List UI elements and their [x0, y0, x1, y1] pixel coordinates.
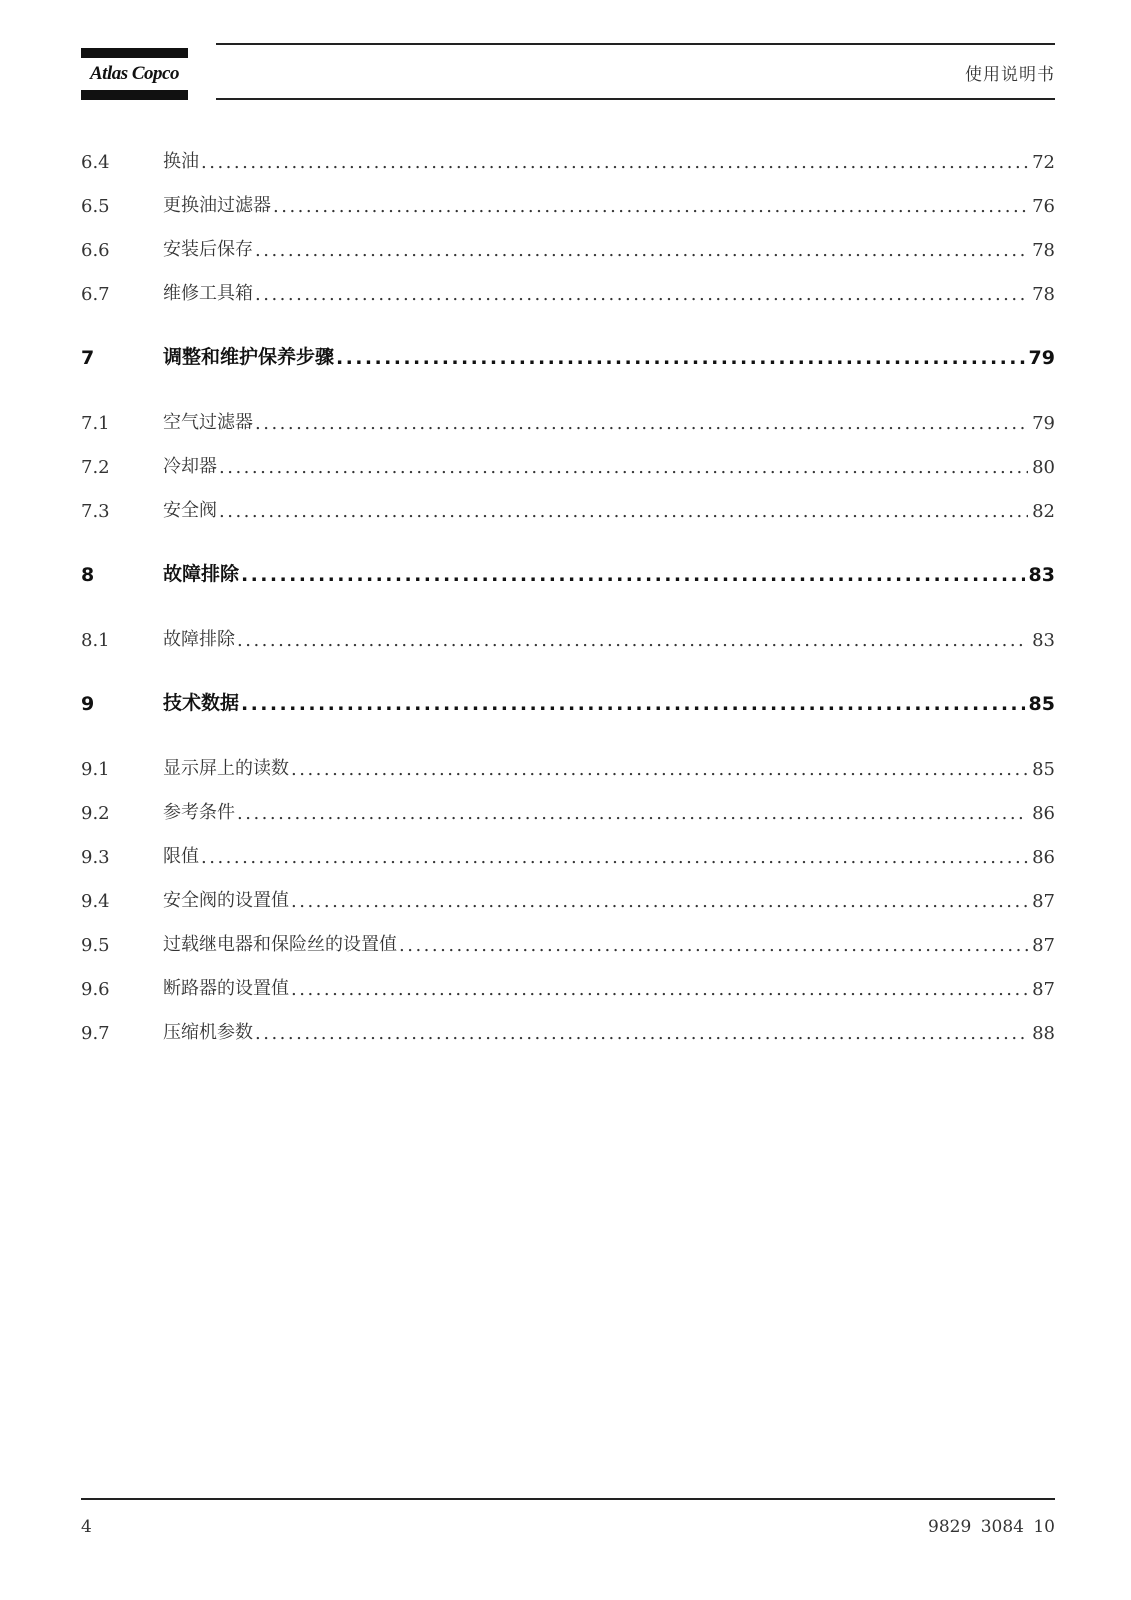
toc-entry-number: 9.1 — [81, 759, 110, 780]
toc-entry-title: 压缩机参数 — [163, 1022, 253, 1043]
toc-entry-title: 安装后保存 — [163, 239, 253, 260]
toc-entry-number: 9 — [81, 693, 95, 715]
toc-entry-title: 调整和维护保养步骤 — [163, 346, 335, 368]
toc-entry-title: 换油 — [163, 151, 199, 172]
toc-entry-page: 78 — [1032, 284, 1055, 305]
toc-dot-leader — [199, 847, 1028, 868]
toc-entry-title: 安全阀的设置值 — [163, 890, 289, 911]
toc-entry-number: 6.4 — [81, 152, 110, 173]
toc-entry[interactable] — [81, 840, 1055, 868]
toc-dot-leader — [253, 413, 1028, 434]
logo-bar-bottom — [81, 90, 188, 100]
toc-entry-number: 6.5 — [81, 196, 110, 217]
toc-entry-page: 72 — [1032, 152, 1055, 173]
toc-entry-page: 87 — [1032, 979, 1055, 1000]
toc-entry-page: 88 — [1032, 1023, 1055, 1044]
toc-entry-number: 9.3 — [81, 847, 110, 868]
document-number: 9829 3084 10 — [928, 1517, 1055, 1537]
toc-entry[interactable] — [81, 406, 1055, 434]
document-title: 使用说明书 — [965, 65, 1055, 85]
toc-entry-number: 9.2 — [81, 803, 110, 824]
toc-entry-title: 维修工具箱 — [163, 283, 253, 304]
toc-entry-number: 7.1 — [81, 413, 110, 434]
toc-dot-leader — [271, 196, 1028, 217]
toc-entry-page: 78 — [1032, 240, 1055, 261]
toc-entry-title: 故障排除 — [163, 629, 235, 650]
toc-entry-title: 技术数据 — [163, 692, 240, 714]
toc-entry-title: 故障排除 — [163, 563, 240, 585]
toc-entry-title: 过载继电器和保险丝的设置值 — [163, 934, 397, 955]
toc-dot-leader — [239, 564, 1025, 586]
toc-entry[interactable] — [81, 884, 1055, 912]
toc-entry-page: 83 — [1028, 564, 1055, 586]
toc-entry-number: 9.6 — [81, 979, 110, 1000]
toc-entry[interactable] — [81, 1016, 1055, 1044]
toc-dot-leader — [334, 347, 1025, 369]
toc-entry-page: 79 — [1032, 413, 1055, 434]
toc-entry-number: 9.4 — [81, 891, 110, 912]
toc-entry[interactable] — [81, 277, 1055, 305]
toc-entry-title: 参考条件 — [163, 802, 235, 823]
atlas-copco-logo — [81, 48, 188, 100]
toc-dot-leader — [253, 240, 1028, 261]
toc-dot-leader — [217, 501, 1028, 522]
toc-entry[interactable] — [81, 972, 1055, 1000]
toc-entry-title: 安全阀 — [163, 500, 217, 521]
toc-entry-page: 79 — [1028, 347, 1055, 369]
toc-dot-leader — [217, 457, 1028, 478]
toc-entry-number: 6.7 — [81, 284, 110, 305]
toc-entry[interactable] — [81, 145, 1055, 173]
header-rule-bottom — [216, 98, 1055, 100]
toc-chapter-entry[interactable] — [81, 341, 1055, 369]
toc-entry[interactable] — [81, 189, 1055, 217]
toc-dot-leader — [289, 979, 1028, 1000]
toc-entry[interactable] — [81, 623, 1055, 651]
toc-entry[interactable] — [81, 752, 1055, 780]
toc-entry-page: 86 — [1032, 847, 1055, 868]
toc-chapter-entry[interactable] — [81, 558, 1055, 586]
toc-entry-title: 显示屏上的读数 — [163, 758, 289, 779]
toc-entry-page: 87 — [1032, 891, 1055, 912]
toc-dot-leader — [239, 693, 1025, 715]
toc-dot-leader — [289, 759, 1028, 780]
toc-entry-page: 83 — [1032, 630, 1055, 651]
toc-entry-page: 87 — [1032, 935, 1055, 956]
toc-dot-leader — [199, 152, 1028, 173]
toc-entry-number: 9.5 — [81, 935, 110, 956]
footer-rule — [81, 1498, 1055, 1500]
header-rule-top — [216, 43, 1055, 45]
toc-entry[interactable] — [81, 928, 1055, 956]
toc-entry-page: 86 — [1032, 803, 1055, 824]
toc-dot-leader — [253, 284, 1028, 305]
toc-dot-leader — [235, 630, 1028, 651]
toc-dot-leader — [289, 891, 1028, 912]
toc-dot-leader — [235, 803, 1028, 824]
logo-brand-text: Atlas Copco — [90, 63, 179, 84]
toc-entry[interactable] — [81, 494, 1055, 522]
toc-dot-leader — [397, 935, 1028, 956]
toc-entry-number: 7.2 — [81, 457, 110, 478]
toc-entry-title: 限值 — [163, 846, 199, 867]
toc-entry-title: 冷却器 — [163, 456, 217, 477]
toc-entry-title: 空气过滤器 — [163, 412, 253, 433]
toc-entry-number: 8 — [81, 564, 95, 586]
toc-entry-page: 85 — [1028, 693, 1055, 715]
toc-entry[interactable] — [81, 233, 1055, 261]
toc-entry-number: 7 — [81, 347, 95, 369]
toc-entry-page: 80 — [1032, 457, 1055, 478]
toc-entry[interactable] — [81, 450, 1055, 478]
toc-entry-page: 76 — [1032, 196, 1055, 217]
toc-entry-title: 断路器的设置值 — [163, 978, 289, 999]
toc-entry-number: 6.6 — [81, 240, 110, 261]
toc-entry-number: 8.1 — [81, 630, 110, 651]
toc-entry[interactable] — [81, 796, 1055, 824]
logo-bar-top — [81, 48, 188, 58]
toc-dot-leader — [253, 1023, 1028, 1044]
toc-entry-page: 85 — [1032, 759, 1055, 780]
page-number: 4 — [81, 1517, 92, 1537]
toc-entry-number: 7.3 — [81, 501, 110, 522]
toc-chapter-entry[interactable] — [81, 687, 1055, 715]
toc-entry-number: 9.7 — [81, 1023, 110, 1044]
toc-entry-page: 82 — [1032, 501, 1055, 522]
toc-entry-title: 更换油过滤器 — [163, 195, 271, 216]
